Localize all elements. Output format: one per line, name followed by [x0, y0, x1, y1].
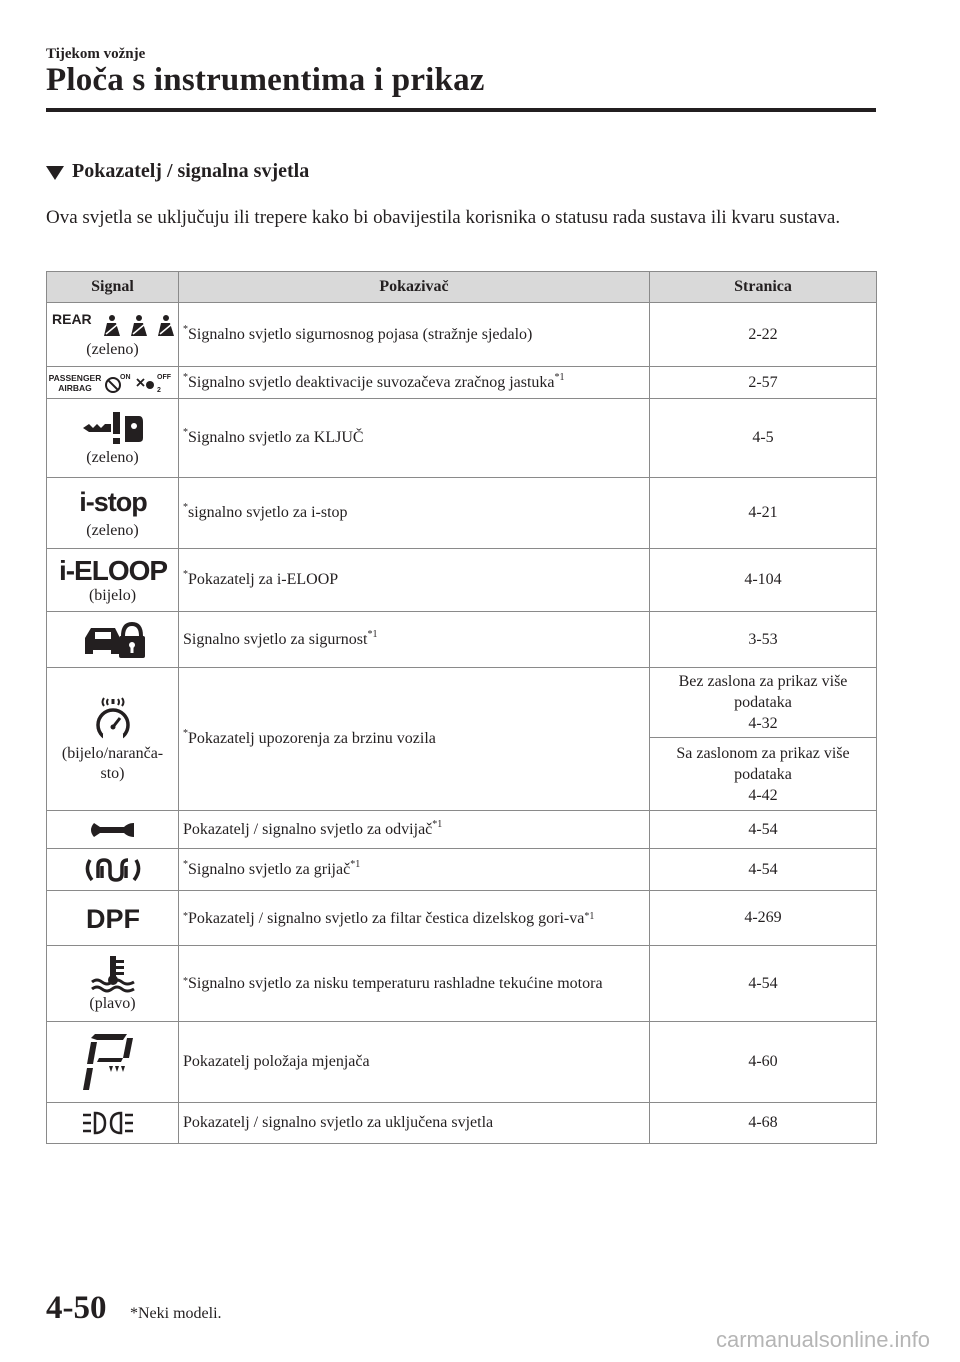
page-cell: Bez zaslona za prikaz više podataka 4-32 — [650, 668, 877, 738]
signal-color-label: (zeleno) — [86, 340, 139, 358]
page-cell: 4-54 — [650, 811, 877, 849]
table-row — [47, 478, 877, 549]
watermark: carmanualsonline.info — [716, 1327, 931, 1352]
header-indicator: Pokazivač — [179, 272, 650, 303]
i-stop-icon — [78, 485, 148, 521]
glow-plug-icon — [86, 856, 140, 884]
signal-cell — [47, 303, 179, 367]
signal-cell — [47, 367, 179, 399]
passenger-airbag-icon — [49, 371, 177, 395]
indicator-cell: *Pokazatelj za i-ELOOP — [179, 549, 650, 612]
section-label: Tijekom vožnje — [46, 46, 146, 62]
security-icon — [81, 620, 145, 660]
signal-cell — [47, 946, 179, 1022]
svg-text:2: 2 — [156, 386, 161, 394]
signal-cell — [47, 1103, 179, 1144]
page-cell: 4-68 — [650, 1103, 877, 1144]
indicator-cell: *signalno svjetlo za i-stop — [179, 478, 650, 549]
signal-cell — [47, 811, 179, 849]
footnote: *Neki modeli. — [130, 1305, 222, 1322]
table-row — [47, 1103, 877, 1144]
page-cell: 3-53 — [650, 612, 877, 668]
indicator-cell: *Signalno svjetlo za grijač$^{*1}$ — [179, 849, 650, 891]
header-page: Stranica — [650, 272, 877, 303]
low-coolant-temp-icon — [86, 954, 140, 994]
table-row — [47, 303, 877, 367]
signal-cell — [47, 849, 179, 891]
signal-cell — [47, 1022, 179, 1103]
gear-position-icon — [83, 1030, 143, 1094]
indicator-table — [46, 271, 877, 1144]
triangle-bullet-icon — [46, 166, 64, 180]
rear-seatbelt-icon-text: REAR — [51, 310, 92, 327]
page-cell: 4-5 — [650, 399, 877, 478]
subheading — [46, 160, 309, 183]
key-warning-icon — [81, 408, 145, 448]
svg-text:AIRBAG: AIRBAG — [57, 382, 92, 393]
signal-color-label: (bijelo/naranča-sto) — [61, 745, 164, 782]
signal-color-label: (plavo) — [89, 994, 136, 1012]
svg-text:OFF: OFF — [156, 373, 171, 381]
page-title: Ploča s instrumentima i prikaz — [46, 62, 485, 98]
table-row — [47, 946, 877, 1022]
table-row — [47, 367, 877, 399]
i-eloop-icon — [58, 554, 167, 586]
svg-text:DPF: DPF — [85, 904, 140, 934]
indicator-cell: *Pokazatelj upozorenja za brzinu vozila — [179, 668, 650, 811]
signal-color-label: (zeleno) — [86, 522, 139, 539]
page-cell: 4-21 — [650, 478, 877, 549]
indicator-cell: Pokazatelj položaja mjenjača — [179, 1022, 650, 1103]
page-cell: Sa zaslonom za prikaz više podataka 4-42 — [650, 738, 877, 811]
indicator-cell: *Pokazatelj / signalno svjetlo za filtar čestica dizelskog gori-$va^{*1}$ — [179, 891, 650, 946]
signal-cell — [47, 478, 179, 549]
wrench-icon — [88, 819, 138, 841]
page-cell: 4-60 — [650, 1022, 877, 1103]
table-row — [47, 668, 877, 738]
page-cell: 4-54 — [650, 849, 877, 891]
page-cell: 4-269 — [650, 891, 877, 946]
svg-text:PASSENGER: PASSENGER — [48, 372, 101, 383]
indicator-cell: Pokazatelj / signalno svjetlo za odvijač$^{*1}$ — [179, 811, 650, 849]
indicator-cell: *Signalno svjetlo za KLJUČ — [179, 399, 650, 478]
table-row — [47, 811, 877, 849]
table-row — [47, 1022, 877, 1103]
page-cell: 4-54 — [650, 946, 877, 1022]
table-row — [47, 399, 877, 478]
indicator-cell: *Signalno svjetlo za nisku temperaturu rashladne tekućine motora — [179, 946, 650, 1022]
title-rule — [46, 108, 876, 112]
table-row — [47, 849, 877, 891]
dpf-icon — [78, 903, 148, 933]
table-row — [47, 891, 877, 946]
speed-warning-icon — [88, 694, 138, 744]
svg-text:ON: ON — [119, 373, 130, 381]
indicator-cell: *Signalno svjetlo deaktivacije suvozačeva zračnog jastuka$^{*1}$ — [179, 367, 650, 399]
indicator-cell: Pokazatelj / signalno svjetlo za uključena svjetla — [179, 1103, 650, 1144]
subheading-text: Pokazatelj / signalna svjetla — [72, 160, 310, 182]
header-signal: Signal — [47, 272, 179, 303]
signal-color-label: (zeleno) — [86, 449, 139, 466]
table-header-row — [47, 272, 877, 303]
lights-on-icon — [81, 1110, 145, 1136]
svg-text:i-stop: i-stop — [78, 487, 147, 517]
page-cell: 2-22 — [650, 303, 877, 367]
page-cell: 4-104 — [650, 549, 877, 612]
signal-cell — [47, 399, 179, 478]
indicator-cell: *Signalno svjetlo sigurnosnog pojasa (stražnje sjedalo) — [179, 303, 650, 367]
signal-cell — [47, 668, 179, 811]
page-cell: 2-57 — [650, 367, 877, 399]
signal-cell — [47, 891, 179, 946]
indicator-cell: Signalno svjetlo za sigurnost$^{*1}$ — [179, 612, 650, 668]
rear-seatbelt-icon — [50, 310, 176, 340]
signal-color-label: (bijelo) — [88, 587, 137, 604]
page-number: 4-50 — [46, 1290, 107, 1326]
table-row — [47, 549, 877, 612]
intro-paragraph: Ova svjetla se uključuju ili trepere kako bi obavijestila korisnika o statusu rada sustava ili kvaru sustava. — [46, 207, 841, 228]
signal-cell — [47, 549, 179, 612]
svg-text:i-ELOOP: i-ELOOP — [58, 555, 167, 586]
signal-cell — [47, 612, 179, 668]
table-row — [47, 612, 877, 668]
